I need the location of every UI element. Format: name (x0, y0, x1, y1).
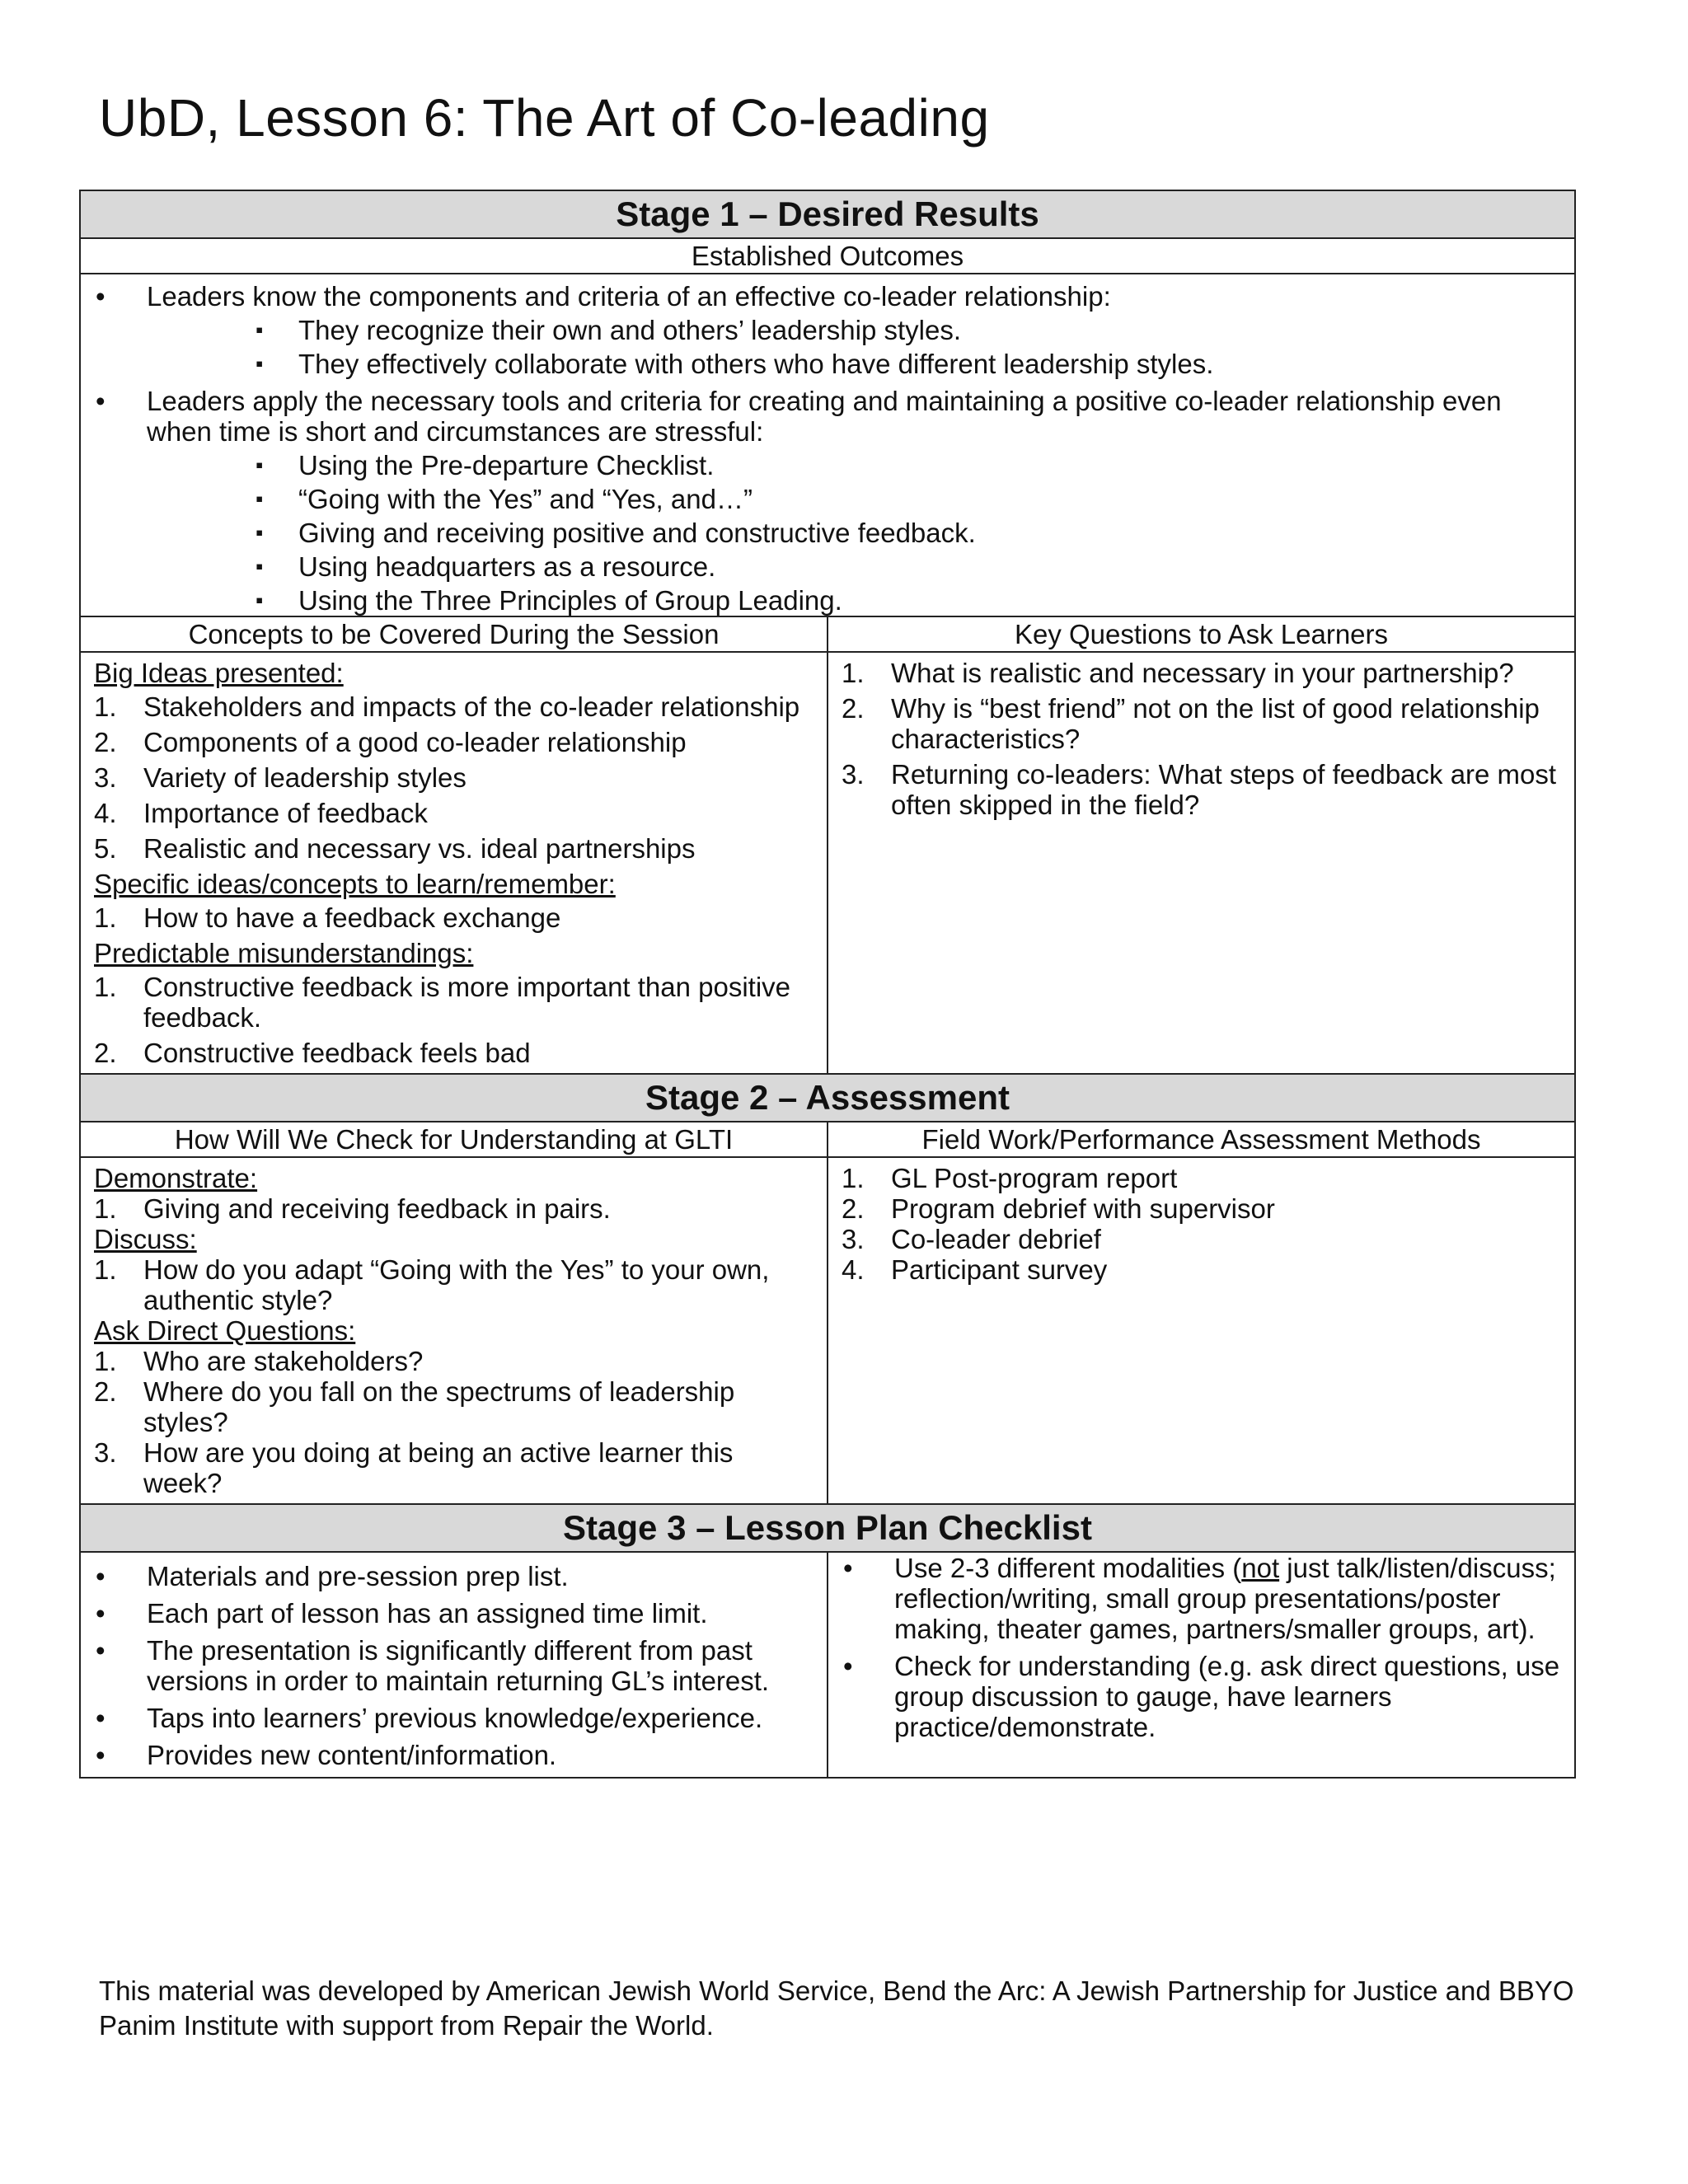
list-item (94, 972, 814, 1033)
specific-ideas-heading: Specific ideas/concepts to learn/remember: (94, 869, 616, 899)
outcomes-label-row (80, 238, 1575, 274)
list-number: 3. (94, 1437, 117, 1468)
outcome-text: Leaders know the components and criteria of an effective co-leader relationship: (147, 281, 1111, 312)
discuss-heading: Discuss: (94, 1224, 197, 1254)
square-bullet-icon: ▪ (256, 520, 264, 545)
list-item-text: Realistic and necessary vs. ideal partnerships (143, 833, 696, 864)
list-number: 4. (94, 798, 117, 828)
list-item (842, 1163, 1561, 1193)
footer-credit: This material was developed by American Jewish World Service, Bend the Arc: A Jewish Partnership for Justice and BBYO Panim Institute with support from Repair the World. (99, 1975, 1574, 2041)
outcome-item (94, 386, 1561, 616)
checklist-item (94, 1635, 814, 1696)
list-item (842, 658, 1561, 688)
list-item (94, 1346, 814, 1376)
stage3-header: Stage 3 – Lesson Plan Checklist (80, 1504, 1575, 1552)
page-title: UbD, Lesson 6: The Art of Co-leading (99, 88, 990, 148)
square-bullet-icon: ▪ (256, 588, 264, 612)
check-understanding-cell (80, 1157, 828, 1504)
stage1-header: Stage 1 – Desired Results (80, 190, 1575, 238)
checklist-right-cell (828, 1552, 1575, 1778)
concepts-cell (80, 652, 828, 1074)
list-item (94, 1254, 814, 1315)
checklist-item (94, 1703, 814, 1733)
bullet-icon: • (96, 386, 106, 416)
list-number: 1. (94, 1254, 117, 1285)
misunderstandings-heading: Predictable misunderstandings: (94, 938, 474, 968)
list-item (94, 1038, 814, 1068)
outcome-subitem (147, 551, 1561, 582)
checklist-item-text: Provides new content/information. (147, 1740, 557, 1770)
list-item-text: GL Post-program report (891, 1163, 1178, 1193)
list-number: 2. (94, 1376, 117, 1407)
list-item (842, 1224, 1561, 1254)
outcomes-row (80, 274, 1575, 616)
bullet-icon: • (843, 1553, 853, 1583)
checklist-item-text: Each part of lesson has an assigned time limit. (147, 1598, 708, 1629)
list-number: 1. (94, 1346, 117, 1376)
concepts-label: Concepts to be Covered During the Session (80, 616, 828, 652)
list-item-text: Variety of leadership styles (143, 762, 467, 793)
outcome-subitem-text: They effectively collaborate with others who have different leadership styles. (298, 349, 1214, 379)
ask-questions-list (94, 1346, 814, 1498)
outcomes-cell (80, 274, 1575, 616)
stage3-header-row (80, 1504, 1575, 1552)
square-bullet-icon: ▪ (256, 452, 264, 477)
key-questions-cell (828, 652, 1575, 1074)
list-number: 3. (842, 1224, 865, 1254)
list-item-text: Returning co-leaders: What steps of feedback are most often skipped in the field? (891, 759, 1557, 820)
bullet-icon: • (96, 1740, 106, 1770)
ask-questions-heading: Ask Direct Questions: (94, 1315, 356, 1346)
fieldwork-label: Field Work/Performance Assessment Methods (828, 1122, 1575, 1157)
list-number: 3. (842, 759, 865, 790)
outcome-subitem (147, 585, 1561, 616)
outcome-subitem-text: They recognize their own and others’ leadership styles. (298, 315, 962, 345)
list-number: 1. (94, 1193, 117, 1224)
outcome-item (94, 281, 1561, 379)
checklist-item-text: Materials and pre-session prep list. (147, 1561, 569, 1591)
checklist-item-text (894, 1553, 1556, 1644)
list-item-text: Stakeholders and impacts of the co-leader relationship (143, 691, 800, 722)
checklist-item-text: Taps into learners’ previous knowledge/experience. (147, 1703, 763, 1733)
stage2-header-row (80, 1074, 1575, 1122)
checklist-item-text: Check for understanding (e.g. ask direct questions, use group discussion to gauge, have learners practice/demonstrate. (894, 1651, 1560, 1742)
list-item (842, 1254, 1561, 1285)
specific-ideas-list (94, 902, 814, 933)
key-questions-list (842, 658, 1561, 820)
big-ideas-list (94, 691, 814, 864)
stage2-header: Stage 2 – Assessment (80, 1074, 1575, 1122)
misunderstandings-list (94, 972, 814, 1068)
list-item-text: Who are stakeholders? (143, 1346, 424, 1376)
assessment-row (80, 1157, 1575, 1504)
checklist-item-text: The presentation is significantly different from past versions in order to maintain returning GL’s interest. (147, 1635, 770, 1696)
modalities-text-end: just talk/listen/discuss; reflection/writing, small group presentations/poster making, theater games, partners/smaller groups, art). (894, 1553, 1556, 1644)
list-number: 1. (842, 658, 865, 688)
list-item-text: Constructive feedback is more important than positive feedback. (143, 972, 791, 1033)
bullet-icon: • (96, 281, 106, 312)
concepts-questions-label-row (80, 616, 1575, 652)
list-number: 1. (94, 972, 117, 1002)
list-item (842, 1193, 1561, 1224)
square-bullet-icon: ▪ (256, 351, 264, 376)
list-item-text: Program debrief with supervisor (891, 1193, 1275, 1224)
big-ideas-heading: Big Ideas presented: (94, 658, 344, 688)
square-bullet-icon: ▪ (256, 554, 264, 579)
checklist-item (94, 1740, 814, 1770)
outcome-subitem (147, 349, 1561, 379)
bullet-icon: • (96, 1598, 106, 1629)
list-item-text: Co-leader debrief (891, 1224, 1101, 1254)
list-item (94, 1376, 814, 1437)
list-item (94, 833, 814, 864)
fieldwork-cell (828, 1157, 1575, 1504)
list-number: 2. (842, 693, 865, 724)
modalities-underlined-word: not (1241, 1553, 1280, 1583)
list-item (94, 1437, 814, 1498)
checklist-left-list (94, 1561, 814, 1770)
list-number: 2. (94, 1038, 117, 1068)
bullet-icon: • (96, 1703, 106, 1733)
outcome-subitem (147, 315, 1561, 345)
checklist-item (94, 1598, 814, 1629)
outcome-subitem-text: Using the Pre-departure Checklist. (298, 450, 715, 480)
list-number: 5. (94, 833, 117, 864)
list-item-text: Components of a good co-leader relationship (143, 727, 687, 757)
checklist-item (842, 1651, 1561, 1742)
checklist-right-list (842, 1553, 1561, 1742)
list-item (94, 762, 814, 793)
list-number: 2. (842, 1193, 865, 1224)
list-number: 2. (94, 727, 117, 757)
outcome-subitem-text: Giving and receiving positive and constructive feedback. (298, 518, 976, 548)
list-item-text: What is realistic and necessary in your partnership? (891, 658, 1514, 688)
list-item-text: How to have a feedback exchange (143, 902, 561, 933)
checklist-row (80, 1552, 1575, 1778)
discuss-list (94, 1254, 814, 1315)
outcome-subitem-text: Using headquarters as a resource. (298, 551, 716, 582)
checklist-item (842, 1553, 1561, 1644)
outcome-subitem (147, 484, 1561, 514)
outcome-text: Leaders apply the necessary tools and criteria for creating and maintaining a positive co-leader relationship even when time is short and circumstances are stressful: (147, 386, 1502, 447)
outcome-subitem-text: “Going with the Yes” and “Yes, and…” (298, 484, 753, 514)
list-item (94, 691, 814, 722)
list-item (94, 1193, 814, 1224)
ubd-lesson-table (79, 190, 1576, 1779)
list-item-text: Why is “best friend” not on the list of good relationship characteristics? (891, 693, 1540, 754)
list-item (94, 902, 814, 933)
list-item (94, 727, 814, 757)
key-questions-label: Key Questions to Ask Learners (828, 616, 1575, 652)
list-item-text: Importance of feedback (143, 798, 428, 828)
stage1-header-row (80, 190, 1575, 238)
bullet-icon: • (843, 1651, 853, 1681)
list-item (842, 759, 1561, 820)
list-item-text: Giving and receiving feedback in pairs. (143, 1193, 611, 1224)
outcome-sublist (147, 450, 1561, 616)
list-number: 1. (94, 902, 117, 933)
assessment-label-row (80, 1122, 1575, 1157)
list-item-text: Participant survey (891, 1254, 1108, 1285)
modalities-text-start: Use 2-3 different modalities ( (894, 1553, 1242, 1583)
list-number: 3. (94, 762, 117, 793)
concepts-questions-row (80, 652, 1575, 1074)
square-bullet-icon: ▪ (256, 486, 264, 511)
list-number: 4. (842, 1254, 865, 1285)
fieldwork-list (842, 1163, 1561, 1285)
checklist-item (94, 1561, 814, 1591)
list-number: 1. (842, 1163, 865, 1193)
square-bullet-icon: ▪ (256, 317, 264, 342)
demonstrate-list (94, 1193, 814, 1224)
list-number: 1. (94, 691, 117, 722)
list-item (94, 798, 814, 828)
outcome-subitem (147, 518, 1561, 548)
check-understanding-label: How Will We Check for Understanding at GLTI (80, 1122, 828, 1157)
outcome-sublist (147, 315, 1561, 379)
outcomes-list (94, 281, 1561, 616)
outcome-subitem (147, 450, 1561, 480)
list-item (842, 693, 1561, 754)
list-item-text: How do you adapt “Going with the Yes” to your own, authentic style? (143, 1254, 770, 1315)
bullet-icon: • (96, 1561, 106, 1591)
bullet-icon: • (96, 1635, 106, 1666)
list-item-text: Constructive feedback feels bad (143, 1038, 531, 1068)
checklist-left-cell (80, 1552, 828, 1778)
established-outcomes-label: Established Outcomes (80, 238, 1575, 274)
demonstrate-heading: Demonstrate: (94, 1163, 258, 1193)
outcome-subitem-text: Using the Three Principles of Group Leading. (298, 585, 842, 616)
list-item-text: How are you doing at being an active learner this week? (143, 1437, 734, 1498)
list-item-text: Where do you fall on the spectrums of leadership styles? (143, 1376, 735, 1437)
